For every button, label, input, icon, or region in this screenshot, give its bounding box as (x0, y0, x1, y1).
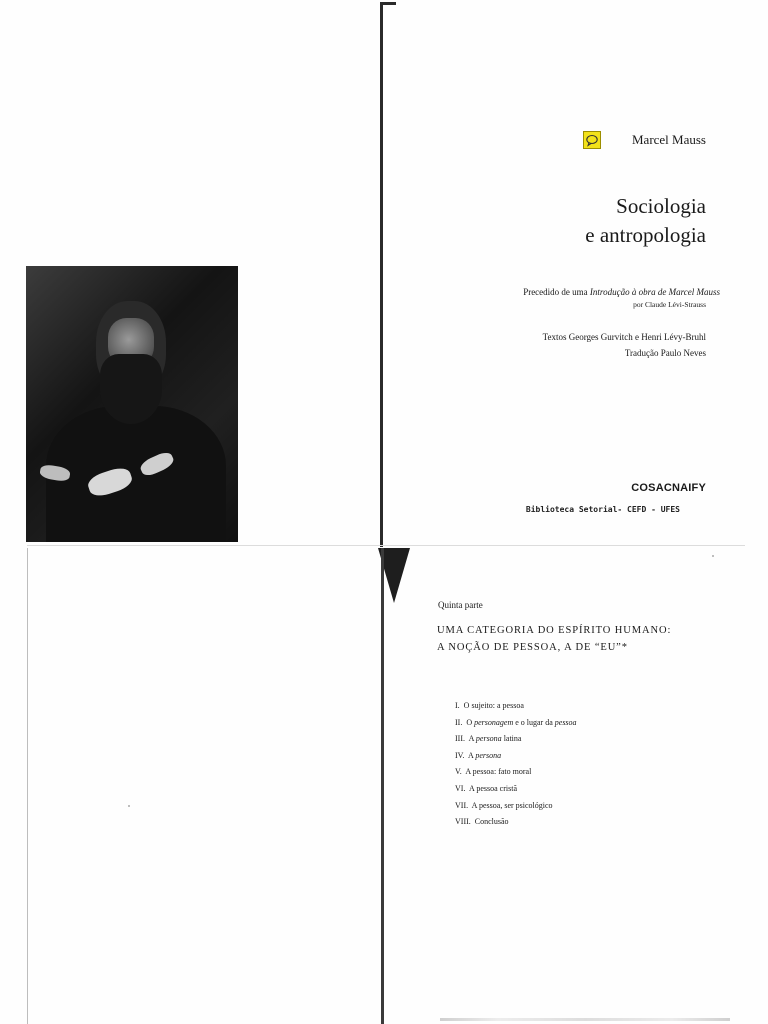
scan-speck (712, 555, 714, 557)
toc-text: A pessoa: fato moral (465, 767, 532, 777)
translation-credit: Tradução Paulo Neves (624, 348, 706, 358)
author-portrait-photo (26, 266, 238, 542)
toc-number: VIII. (455, 817, 471, 827)
toc-text: A (467, 750, 474, 760)
toc-text: A pessoa, ser psicológico (471, 800, 553, 810)
scan-artifact (440, 1018, 730, 1021)
chapter-heading (437, 622, 737, 656)
toc-number: IV. (455, 750, 465, 760)
author-name: Marcel Mauss (631, 132, 706, 147)
toc-text: Conclusão (474, 817, 509, 827)
introduction-author: por Claude Lévi-Strauss (633, 300, 706, 309)
toc-item (455, 781, 577, 798)
toc-item (455, 764, 577, 781)
table-of-contents (455, 698, 577, 831)
toc-text: latina (503, 734, 522, 744)
toc-item (455, 814, 577, 831)
page-fold-line (380, 2, 383, 547)
page-divider (27, 545, 745, 546)
introduction-title: Introdução à obra de Marcel Mauss (589, 287, 720, 297)
toc-italic: persona (475, 734, 502, 744)
toc-item (455, 748, 577, 765)
book-title (470, 192, 706, 250)
toc-number: II. (455, 717, 463, 727)
toc-number: III. (455, 734, 465, 744)
toc-text: O sujeito: a pessoa (463, 701, 524, 710)
title-line-1: Sociologia (616, 194, 706, 218)
toc-text: e o lugar da (515, 717, 553, 727)
preceded-by-line (420, 286, 720, 298)
page-fold-corner (380, 2, 396, 5)
toc-item (455, 715, 577, 732)
toc-italic: pessoa (554, 717, 577, 727)
toc-item (455, 798, 577, 815)
toc-number: I. (455, 701, 460, 710)
chapter-heading-line-2: A NOÇÃO DE PESSOA, A DE “EU”* (437, 642, 628, 653)
toc-number: VI. (455, 783, 466, 793)
publisher-logo: COSACNAIFY (631, 482, 706, 494)
toc-number: V. (455, 767, 462, 777)
title-line-2: e antropologia (585, 223, 706, 247)
toc-item (455, 731, 577, 748)
page-fold-line-lower (381, 548, 384, 1024)
toc-number: VII. (455, 800, 469, 810)
toc-text: A pessoa cristã (469, 783, 518, 793)
page-edge-left (27, 548, 28, 1024)
toc-text: A (468, 734, 474, 744)
chapter-heading-line-1: UMA CATEGORIA DO ESPÍRITO HUMANO: (437, 625, 672, 636)
toc-item (455, 698, 577, 715)
toc-italic: personagem (474, 717, 514, 727)
part-label: Quinta parte (438, 600, 483, 610)
library-stamp: Biblioteca Setorial- CEFD - UFES (525, 505, 680, 514)
scan-speck (128, 805, 130, 807)
toc-text: O (466, 717, 473, 727)
preceded-prefix: Precedido de uma (523, 287, 588, 297)
toc-italic: persona (475, 750, 502, 760)
texts-credit: Textos Georges Gurvitch e Henri Lévy-Bruhl (542, 332, 706, 342)
